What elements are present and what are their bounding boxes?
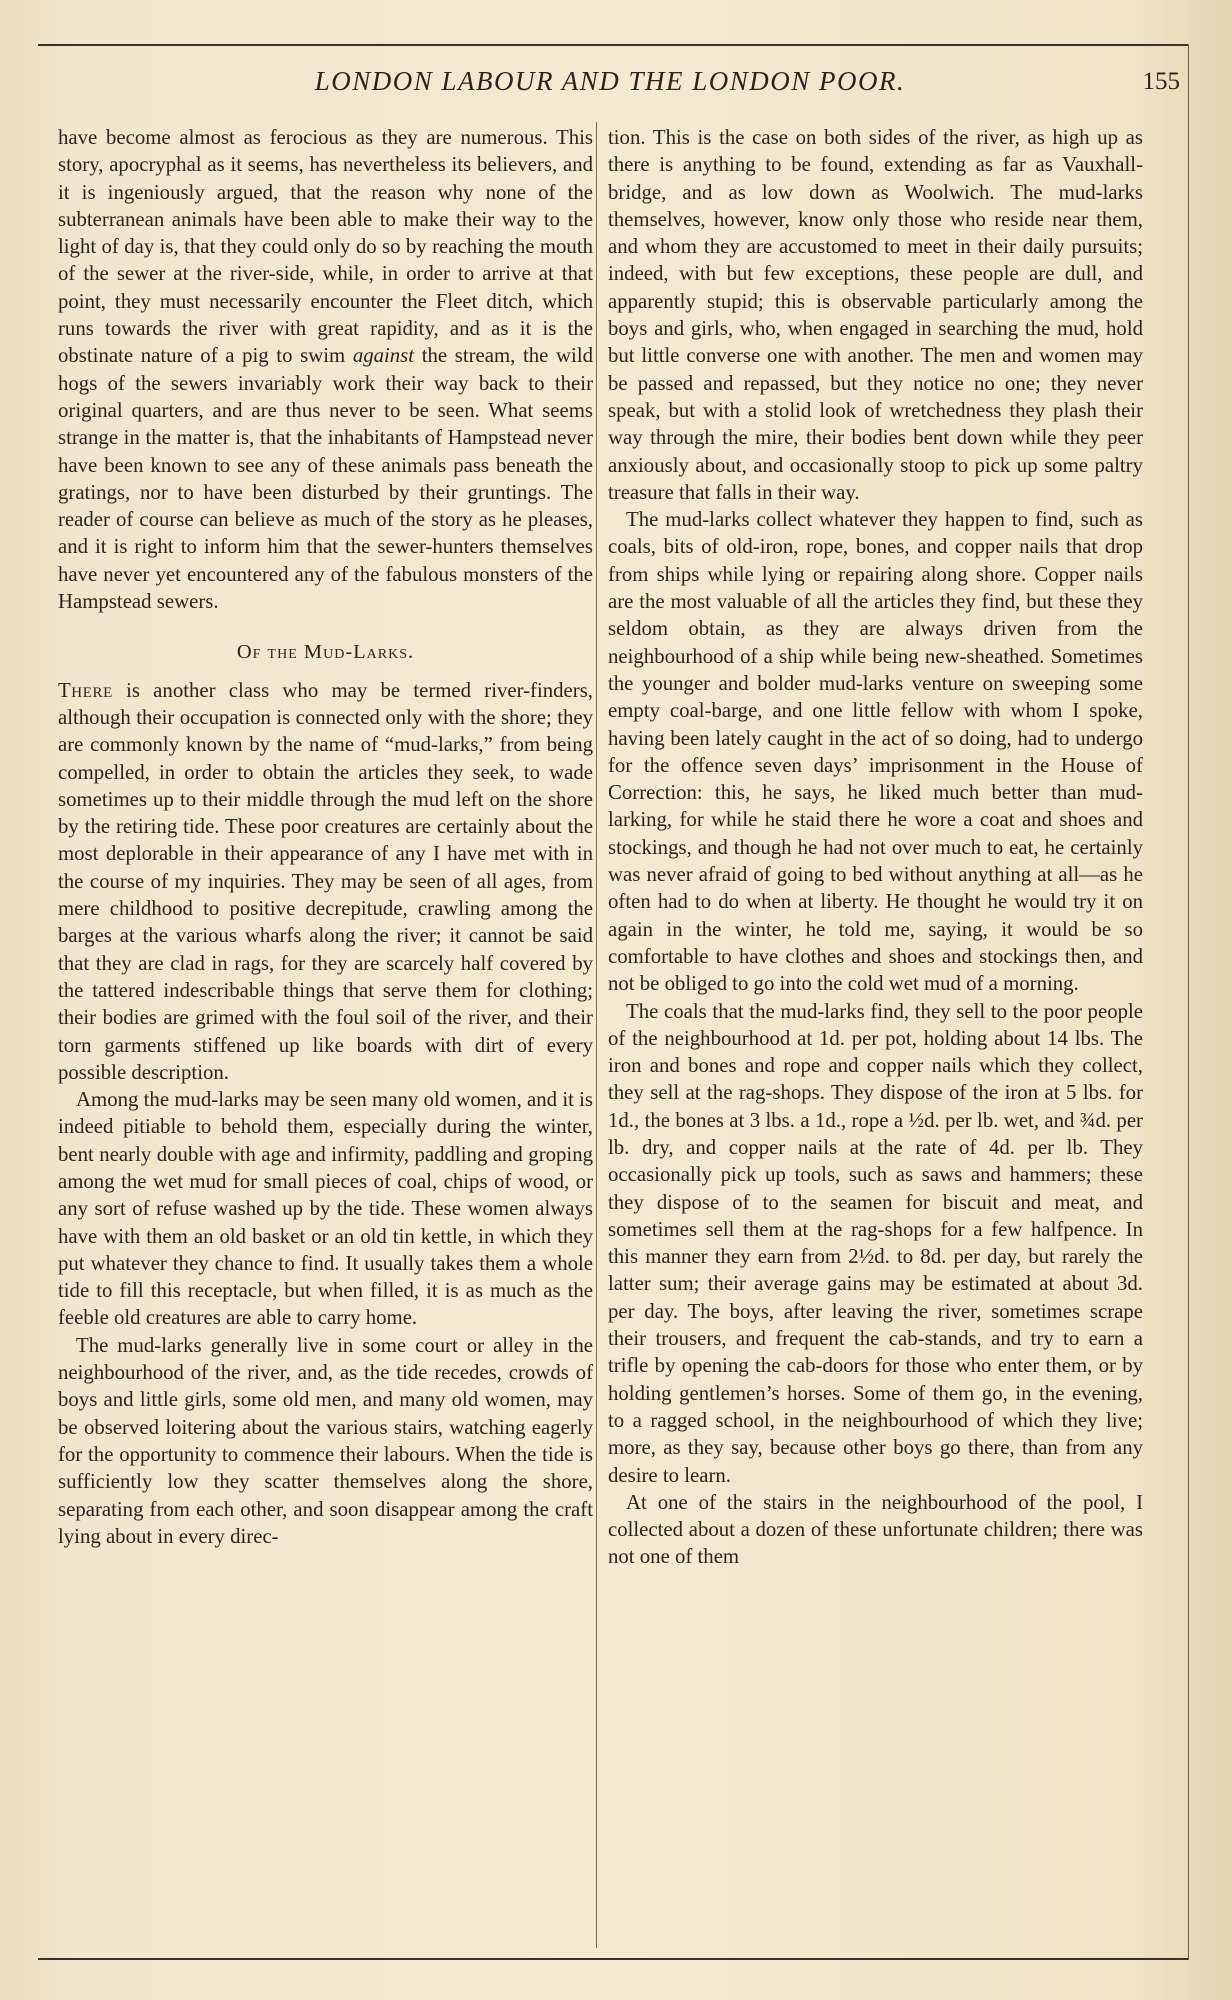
paragraph: The mud-larks generally live in some court or alley in the neighbourhood of the river, and, as the tide recedes, crowds of boys and little girls, some old men, and many old women, may be observed loitering about the various stairs, watching eagerly for the opportunity to commence their labours. When the tide is sufficiently low they scatter themselves along the shore, separating from each other, and soon disappear among the craft lying about in every direc- xyxy=(58,1333,593,1548)
paragraph: At one of the stairs in the neighbourhood of the pool, I collected about a dozen of these unfortunate children; there was not one of them xyxy=(608,1490,1143,1569)
section-heading: Of the Mud-Larks. xyxy=(236,641,415,664)
right-column xyxy=(608,124,1143,1571)
text-run: have become almost as ferocious as they are numerous. This story, apocryphal as it seems, has nevertheless its believers, and it is ingeniously argued, that the reason why none of the subterranean animals have been able to make their way to the light of day is, that they could only do so by reaching the mouth of the sewer at the river-side, while, in order to arrive at that point, they must necessarily encounter the Fleet ditch, which runs towards the river with great rapidity, and as it is the obstinate nature of a pig to swim xyxy=(58,126,593,368)
text-run: is another class who may be termed river-finders, although their occupation is connected only with the shore; they are commonly known by the name of “mud-larks,” from being compelled, in order to obtain the articles they seek, to wade sometimes up to their middle through the mud left on the shore by the retiring tide. These poor creatures are certainly about the most deplorable in their appearance of any I have met with in the course of my inquiries. They may be seen of all ages, from mere childhood to positive decrepitude, crawling among the barges at the various wharfs along the river; it cannot be said that they are clad in rags, for they are scarcely half covered by the tattered indescribable things that serve them for clothing; their bodies are grimed with the foul soil of the river, and their torn garments stiffened up like boards with dirt of every possible description. xyxy=(58,678,593,1084)
paragraph: The coals that the mud-larks find, they sell to the poor people of the neighbourhood at 1d. per pot, holding about 14 lbs. The iron and bones and rope and copper nails which they collect, they sell at the rag-shops. They dispose of the iron at 5 lbs. for 1d., the bones at 3 lbs. a 1d., rope a ½d. per lb. wet, and ¾d. per lb. dry, and copper nails at the rate of 4d. per lb. They occasionally pick up tools, such as saws and hammers; these they dispose of to the seamen for biscuit and meat, and sometimes sell them at the rag-shops for a few halfpence. In this manner they earn from 2½d. to 8d. per day, but rarely the latter sum; their average gains may be estimated at about 3d. per day. The boys, after leaving the river, sometimes scrape their trousers, and frequent the cab-stands, and try to earn a trifle by opening the cab-doors for those who enter them, or by holding gentlemen’s horses. Some of them go, in the evening, to a ragged school, in the neighbourhood of which they live; more, as they say, because other boys go there, than from any desire to learn. xyxy=(608,999,1143,1487)
paragraph xyxy=(58,124,593,615)
paragraph: The mud-larks collect whatever they happen to find, such as coals, bits of old-iron, rope, bones, and copper nails that drop from ships while lying or repairing along shore. Copper nails are the most valuable of all the articles they find, but these they seldom obtain, as they are always driven from the neighbourhood of a ship while being new-sheathed. Sometimes the younger and bolder mud-larks venture on sweeping some empty coal-barge, and one little fellow with whom I spoke, having been lately caught in the act of so doing, had to undergo for the offence seven days’ imprisonment in the House of Correction: this, he says, he liked much better than mud-larking, for while he staid there he wore a coat and shoes and stockings, and though he had not over much to eat, he certainly was never afraid of going to bed without anything at all—as he often had to do when at liberty. He thought he would try it on again in the winter, he told me, saying, it would be so comfortable to have clothes and shoes and stockings then, and not be obliged to go into the cold wet mud of a morning. xyxy=(608,508,1143,996)
column-divider xyxy=(596,122,597,1948)
top-rule xyxy=(38,44,1188,46)
page-header xyxy=(40,62,1180,102)
right-rule xyxy=(1188,44,1189,1960)
left-column xyxy=(58,124,593,1550)
bottom-rule xyxy=(38,1958,1188,1960)
paragraph: Among the mud-larks may be seen many old women, and it is indeed pitiable to behold them, especially during the winter, bent nearly double with age and infirmity, paddling and groping among the wet mud for small pieces of coal, chips of wood, or any sort of refuse washed up by the tide. These women always have with them an old basket or an old tin kettle, in which they put whatever they chance to find. It usually takes them a whole tide to fill this receptacle, but when filled, it is as much as the feeble old creatures are able to carry home. xyxy=(58,1088,593,1330)
text-run: the stream, the wild hogs of the sewers invariably work their way back to their original quarters, and are thus never to be seen. What seems strange in the matter is, that the inhabitants of Hampstead never have been known to see any of these animals pass beneath the gratings, nor to have been disturbed by their gruntings. The reader of course can believe as much of the story as he pleases, and it is right to inform him that the sewer-hunters themselves have never yet encountered any of the fabulous monsters of the Hampstead sewers. xyxy=(58,344,593,614)
lead-word: There xyxy=(58,678,113,702)
running-title: LONDON LABOUR AND THE LONDON POOR. xyxy=(314,66,906,96)
paragraph xyxy=(58,677,593,1086)
page-number: 155 xyxy=(1142,68,1180,95)
italic-text: against xyxy=(352,344,415,368)
paragraph: tion. This is the case on both sides of the river, as high up as there is anything to be found, extending as far as Vauxhall-bridge, and as low down as Woolwich. The mud-larks themselves, however, know only those who reside near them, and whom they are accustomed to meet in their daily pursuits; indeed, with but few exceptions, these people are dull, and apparently stupid; this is observable particularly among the boys and girls, who, when engaged in searching the mud, hold but little converse one with another. The men and women may be passed and repassed, but they notice no one; they never speak, but with a stolid look of wretchedness they plash their way through the mire, their bodies bent down while they peer anxiously about, and occasionally stoop to pick up some paltry treasure that falls in their way. xyxy=(608,126,1143,504)
